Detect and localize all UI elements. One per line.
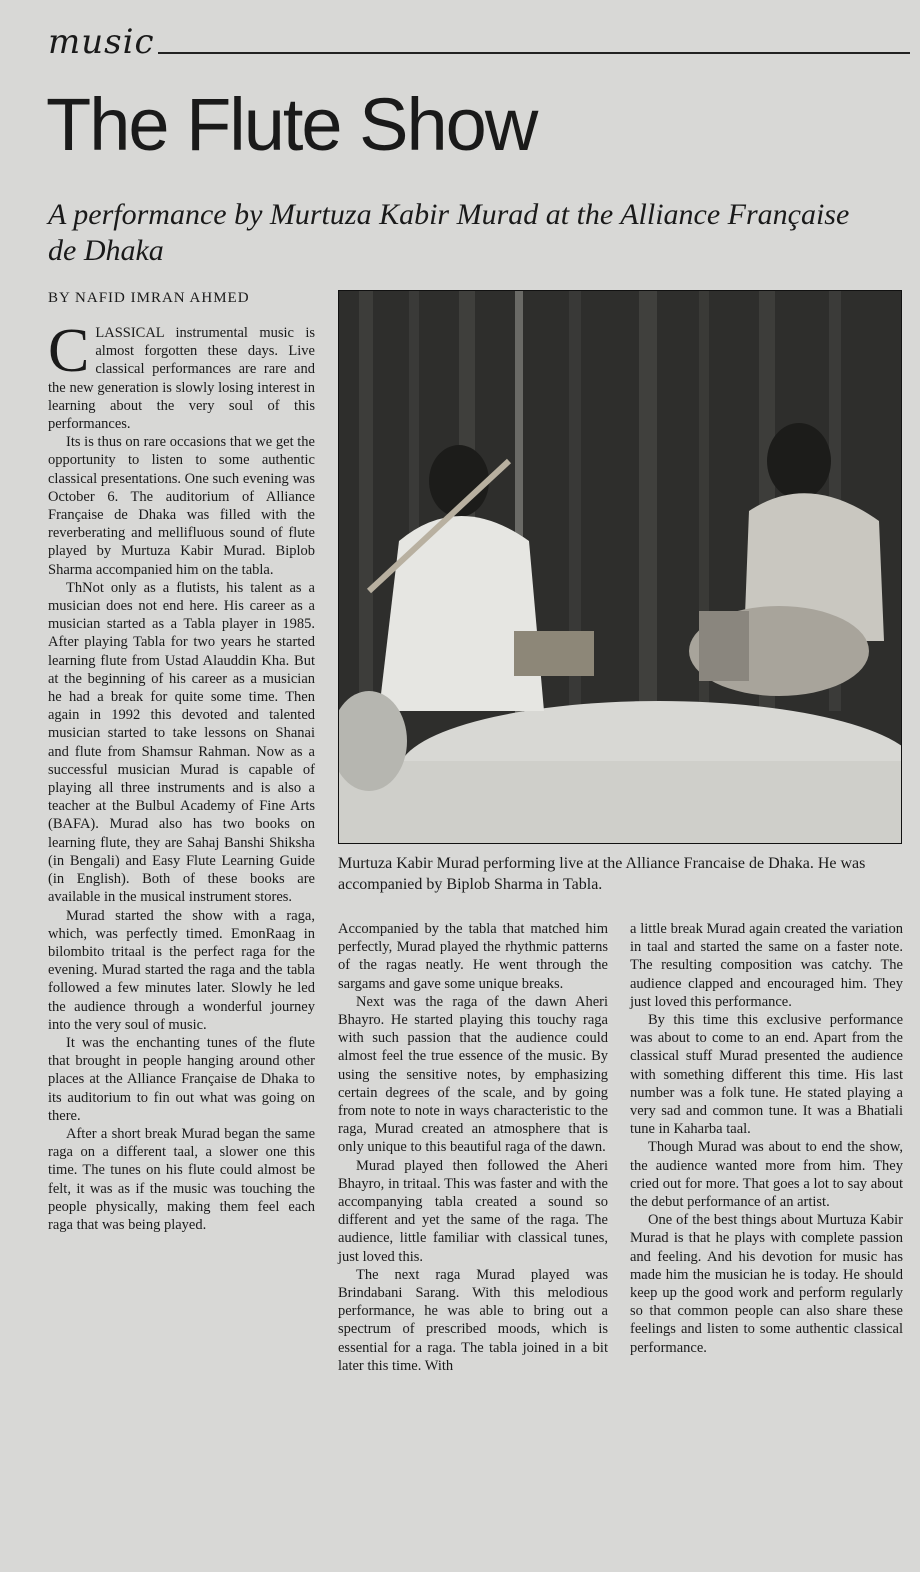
performance-photo-illustration (339, 291, 901, 843)
photo-caption: Murtuza Kabir Murad performing live at the Alliance Francaise de Dhaka. He was accompanied by Biplob Sharma in Tabla. (338, 855, 866, 893)
section-label: music (48, 22, 155, 62)
drop-cap: C (48, 317, 90, 385)
article-paragraph: After a short break Murad began the same raga on a different taal, a slower one this time. The tunes on his flute could almost be felt, it was as if the music was touching the people physically, making them feel each raga that was being played. (48, 1125, 315, 1233)
article-paragraph: a little break Murad again created the variation in taal and started the same on a faster note. The resulting composition was catchy. The audience clapped and encouraged him. They just loved this performance. (630, 921, 903, 1010)
article-paragraph: Murad played then followed the Aheri Bhayro, in tritaal. This was faster and with the accompanying tabla created a sound so different and yet the same of the raga. The audience, little familiar with classical tunes, just loved this. (338, 1157, 608, 1265)
article-column-2 (338, 920, 608, 1375)
article-paragraph: Murad started the show with a raga, which, was perfectly timed. EmonRaag in bilombito tritaal is the perfect raga for the evening. Murad started the raga and the tabla followed a few minutes later. Slowly he led the audience through a wonderful journey into the very soul of music. (48, 907, 315, 1033)
article-paragraph: By this time this exclusive performance was about to come to an end. Apart from the classical stuff Murad presented the audience with something different this time. His last number was a folk tune. He stated playing a very sad and common tune. It was a Bhatiali tune in Kaharba taal. (630, 1012, 903, 1138)
article-paragraph (48, 317, 315, 433)
article-column-3 (630, 920, 903, 1357)
performance-photo (338, 290, 902, 844)
article-paragraph: One of the best things about Murtuza Kabir Murad is that he plays with complete passion and feeling. And his devotion for music has made him the musician he is today. He should keep up the good work and perform regularly so that common people can also share these feelings and listen to some authentic classical performance. (630, 1212, 903, 1356)
article-paragraph: It was the enchanting tunes of the flute that brought in people hanging around other places at the Alliance Française de Dhaka to its auditorium to fin out what was going on there. (48, 1034, 315, 1124)
article-paragraph: Next was the raga of the dawn Aheri Bhayro. He started playing this touchy raga with such passion that the audience could almost feel the true essence of the music. By using the sensitive notes, by emphasizing certain degrees of the scale, and by going from note to note in ways characteristic to the raga, Murad created an atmosphere that is only unique to this beautiful raga of the dawn. (338, 993, 608, 1156)
article-paragraph: ThNot only as a flutists, his talent as a musician does not end here. His career as a musician started as a Tabla player in 1985. After playing Tabla for two years he started learning flute from Ustad Alauddin Kha. But at the beginning of his career as a musician he had a break for quite some time. Then again in 1992 this devoted and talented musician started to take lessons on Shanai and flute from Shamsur Rahman. Now as a successful musician Murad is capable of playing all three instruments and is also a teacher at the Bulbul Academy of Fine Arts (BAFA). Murad also has two books on learning flute, they are Sahaj Banshi Shiksha (in Bengali) and Easy Flute Learning Guide (in English). Both of these books are available in the musical instrument stores. (48, 579, 315, 906)
article-paragraph: Accompanied by the tabla that matched him perfectly, Murad played the rhythmic patterns of the ragas neatly. He went through the sargams and gave some unique breaks. (338, 921, 608, 992)
section-rule (158, 52, 910, 54)
article-paragraph: The next raga Murad played was Brindabani Sarang. With this melodious performance, he was able to bring out a spectrum of prescribed moods, which is essential for a raga. The tabla joined in a bit later this time. With (338, 1266, 608, 1374)
headline: The Flute Show (46, 83, 537, 166)
article-column-1 (48, 317, 315, 1234)
byline: BY NAFID IMRAN AHMED (48, 290, 250, 306)
paragraph-text: LASSICAL instrumental music is almost forgotten these days. Live classical performances are rare and the new generation is slowly losing interest in learning about the very soul of this performances. (48, 325, 315, 433)
article-paragraph: Though Murad was about to end the show, the audience wanted more from him. They cried out for more. That goes a lot to say about the debut performance of an artist. (630, 1139, 903, 1211)
subheadline: A performance by Murtuza Kabir Murad at the Alliance Française de Dhaka (48, 198, 850, 267)
article-paragraph: Its is thus on rare occasions that we get the opportunity to listen to some authentic classical presentations. One such evening was October 6. The auditorium of Alliance Française de Dhaka was filled with the reverberating and mellifluous sound of flute played by Murtuza Kabir Murad. Biplob Sharma accompanied him on the tabla. (48, 434, 315, 578)
